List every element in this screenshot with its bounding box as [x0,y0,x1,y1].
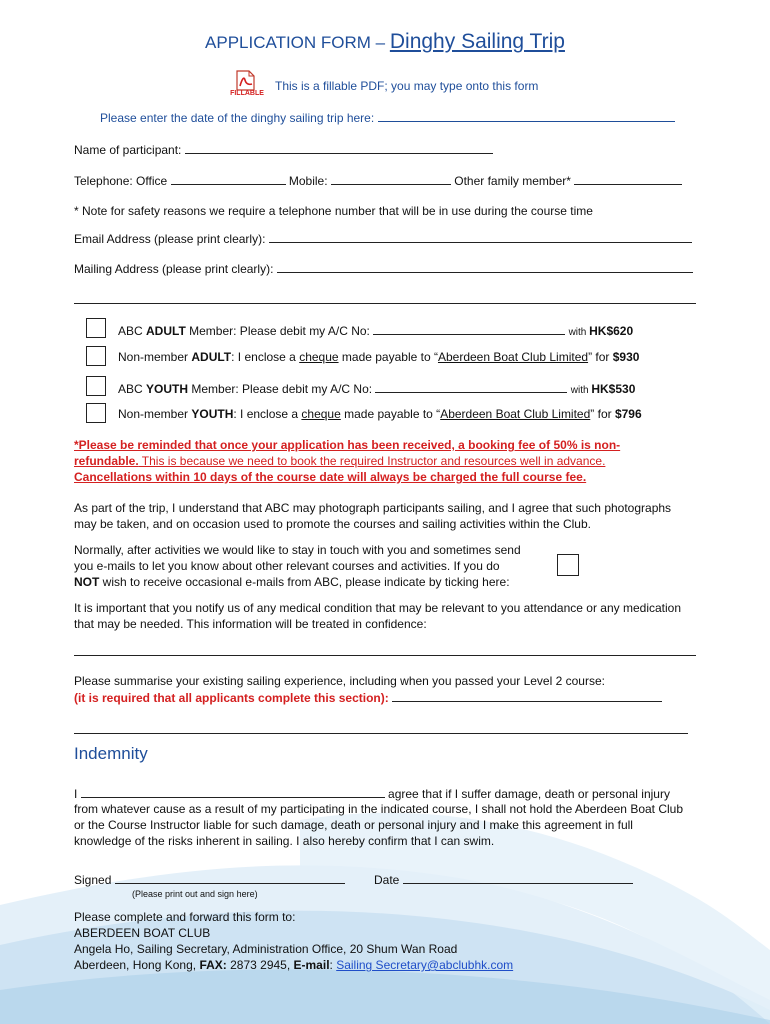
indemnity-heading: Indemnity [74,744,148,763]
adult-nonmember-club: Aberdeen Boat Club Limited [437,350,589,364]
fillable-note: This is a fillable PDF; you may type onto this form [275,79,539,93]
form-title [0,30,770,53]
adult-nonmember-checkbox[interactable] [86,346,106,366]
date-row [374,871,633,888]
trip-date-field[interactable] [378,109,675,122]
adult-nonmember-made: made payable to “ [338,350,438,364]
mailing-line-2[interactable] [74,303,696,304]
experience-line-1: Please summarise your existing sailing experience, including when you passed your Level 2 course: [74,674,605,688]
mailing-row [74,260,693,277]
adult-nonmember-option [118,349,639,365]
email-optout-line-1: Normally, after activities we would like to stay in touch with you and sometimes send [74,543,521,557]
youth-nonmember-bold: YOUTH [191,407,234,421]
date-label: Date [374,873,400,887]
indemnity-line-3: or the Course Instructor liable for such damage, death or personal injury and I make this agreement in full [74,818,633,832]
mailing-label: Mailing Address (please print clearly): [74,262,274,276]
youth-member-option [118,380,635,399]
forward-line-2: ABERDEEN BOAT CLUB [74,926,211,940]
email-optout-not: NOT [74,575,100,589]
youth-nonmember-cheque: cheque [301,407,341,421]
telephone-office-label: Telephone: Office [74,174,168,188]
reminder-line-3: Cancellations within 10 days of the course date will always be charged the full course fee. [74,470,587,484]
forward-line-4 [74,957,513,973]
youth-nonmember-pre: Non-member [118,407,192,421]
youth-account-field[interactable] [375,380,567,393]
adult-member-checkbox[interactable] [86,318,106,338]
medical-field[interactable] [74,655,696,656]
photo-consent-line-1: As part of the trip, I understand that ABC may photograph participants sailing, and I agree that such photographs [74,501,672,515]
adult-member-price: HK$620 [589,324,634,338]
fillable-label: FILLABLE [230,90,264,97]
family-member-field[interactable] [574,172,682,185]
email-contact-link[interactable]: Sailing Secretary@abclubhk.com [336,958,514,972]
form-title-prefix: APPLICATION FORM – [205,33,390,52]
adult-nonmember-price: $930 [612,350,640,364]
trip-date-label: Please enter the date of the dinghy sailing trip here: [100,111,375,125]
participant-row [74,141,493,158]
form-title-main: Dinghy Sailing Trip [389,30,565,53]
family-member-label: Other family member* [454,174,571,188]
signed-label: Signed [74,873,112,887]
experience-field[interactable] [392,689,662,702]
youth-nonmember-mid: : I enclose a [233,407,302,421]
email-label: Email Address (please print clearly): [74,232,266,246]
youth-nonmember-club: Aberdeen Boat Club Limited [440,407,591,421]
participant-field[interactable] [185,141,493,154]
forward-location: Aberdeen, Hong Kong, [74,958,200,972]
indemnity-name-field[interactable] [81,785,385,798]
experience-field-2[interactable] [74,733,688,734]
experience-required-row [74,689,662,706]
email-optout-rest: wish to receive occasional e-mails from ABC, please indicate by ticking here: [99,575,510,589]
email-contact-label: E-mail [293,958,330,972]
reminder-line-1: *Please be reminded that once your application has been received, a booking fee of 50% is non- [74,438,621,452]
date-field[interactable] [403,871,633,884]
youth-member-price: HK$530 [591,382,636,396]
email-optout-line-3 [74,574,510,590]
fillable-pdf-icon [227,70,267,100]
telephone-row [74,172,682,189]
trip-date-row [100,109,675,126]
adult-member-with: with [568,327,590,338]
indemnity-i: I [74,787,78,801]
youth-nonmember-for: ” for [590,407,615,421]
adult-nonmember-pre: Non-member [118,350,192,364]
fax-label: FAX: [199,958,227,972]
youth-member-checkbox[interactable] [86,376,106,396]
youth-nonmember-option [118,406,642,422]
email-optout-checkbox[interactable] [557,554,579,576]
medical-line-2: that may be needed. This information will be treated in confidence: [74,617,427,631]
adult-account-field[interactable] [373,322,565,335]
adult-nonmember-for: ” for [588,350,613,364]
indemnity-line-4: knowledge of the risks inherent in sailing. I also hereby confirm that I can swim. [74,834,495,848]
forward-line-1: Please complete and forward this form to: [74,910,296,924]
email-row [74,230,692,247]
experience-required: (it is required that all applicants complete this section): [74,691,389,705]
email-field[interactable] [269,230,692,243]
email-contact-colon: : [329,958,337,972]
photo-consent-line-2: may be taken, and on occasion used to promote the courses and sailing activities within the Club. [74,517,591,531]
youth-nonmember-checkbox[interactable] [86,403,106,423]
mobile-field[interactable] [331,172,451,185]
signature-field[interactable] [115,871,345,884]
indemnity-line-2: from whatever cause as a result of my participating in the indicated course, I shall not hold the Aberdeen Boat Club [74,802,684,816]
youth-member-with: with [570,385,592,396]
youth-member-bold: YOUTH [146,382,189,396]
adult-member-bold: ADULT [146,324,186,338]
youth-member-post: Member: Please debit my A/C No: [188,382,373,396]
youth-member-pre: ABC [118,382,147,396]
mobile-label: Mobile: [288,174,328,188]
forward-line-3: Angela Ho, Sailing Secretary, Administration Office, 20 Shum Wan Road [74,942,458,956]
youth-nonmember-price: $796 [614,407,642,421]
fax-number: 2873 2945, [226,958,294,972]
mailing-field[interactable] [277,260,693,273]
adult-member-option [118,322,633,341]
safety-note: * Note for safety reasons we require a telephone number that will be in use during the course time [74,204,593,218]
adult-member-pre: ABC [118,324,147,338]
youth-nonmember-made: made payable to “ [340,407,441,421]
signature-hint: (Please print out and sign here) [132,889,258,899]
indemnity-line-1 [74,785,670,802]
medical-line-1: It is important that you notify us of any medical condition that may be relevant to you attendance or any medication [74,601,682,615]
adult-nonmember-bold: ADULT [191,350,232,364]
adult-nonmember-mid: : I enclose a [231,350,300,364]
indemnity-agree: agree that if I suffer damage, death or personal injury [388,787,670,801]
email-optout-line-2: you e-mails to let you know about other relevant courses and activities. If you do [74,559,500,573]
adult-nonmember-cheque: cheque [299,350,339,364]
telephone-office-field[interactable] [171,172,286,185]
reminder-refundable: refundable. [74,454,139,468]
adult-member-post: Member: Please debit my A/C No: [185,324,370,338]
participant-label: Name of participant: [74,143,182,157]
reminder-line-2 [74,453,605,469]
reminder-reason: This is because we need to book the required Instructor and resources well in advance. [138,454,606,468]
